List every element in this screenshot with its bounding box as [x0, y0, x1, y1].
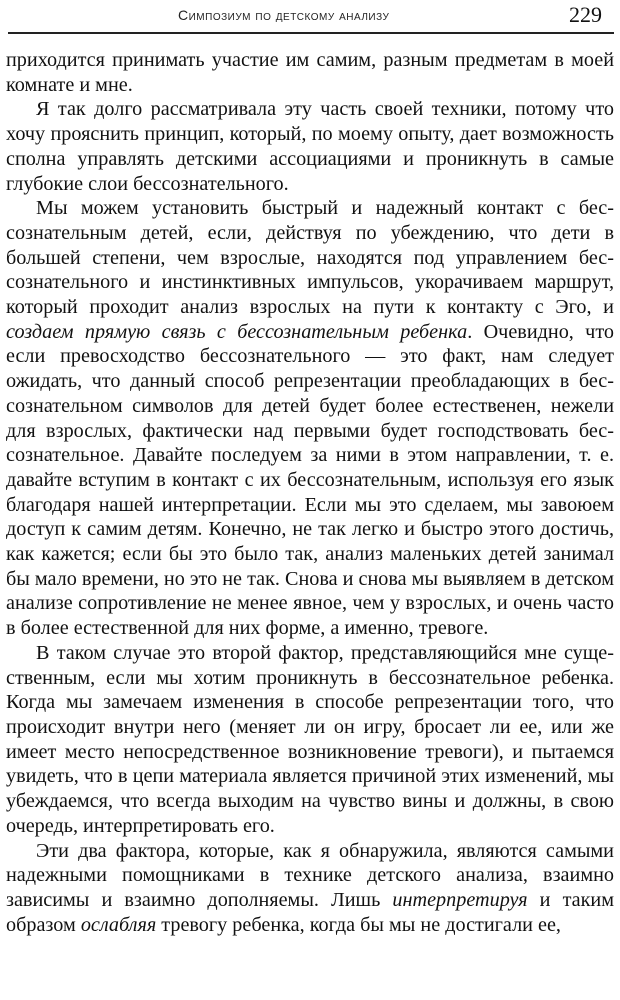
text-run: тревогу ребенка, когда бы мы не достигали ее,: [156, 913, 561, 936]
paragraph: [6, 839, 614, 938]
text-run: Я так долго рассматривала эту часть своей техники, потому что хочу прояснить принцип, который, по моему опыту, дает возможность сполна управлять детскими ассоциациями и проникнуть в самые глубокие слои бессознательного.: [6, 98, 614, 195]
text-run: В таком случае это второй фактор, представляющийся мне существенным, если мы хотим проникнуть в бессознательное ребенка. Когда мы замечаем изменения в способе репрезентации того, что происходит внутри него (меняет ли он игру, бросает ли ее, или же имеет место непосредственное возникновение тревоги), и пытаемся увидеть, что в цепи материала является причиной этих изменений, мы убеждаемся, что всегда выходим на чувство вины и должны, в свою очередь, интерпретировать его.: [6, 641, 614, 837]
text-run: Эти два фактора, которые, как я обнаружила, являются самыми надежными помощниками в технике детского анализа, взаимно зависимы и взаимно дополняемы. Лишь: [6, 839, 614, 911]
italic-text: создаем прямую связь с бессознательным ребенка: [6, 320, 468, 343]
text-run: Мы можем установить быстрый и надежный контакт с бессознательным детей, если, действуя по убеждению, что дети в большей степени, чем взрослые, находятся под управлением бессознательного и инстинктивных импульсов, укорачиваем маршрут, который проходит анализ взрослых на пути к контакту с Эго, и: [6, 197, 614, 319]
page-header: [0, 0, 620, 34]
page-number: 229: [569, 2, 602, 27]
text-run: . Очевидно, что если превосходство бессознательного — это факт, нам следует ожидать, что данный способ репрезентации преобладающих в бессознательном символов для детей будет более естественен, нежели для взрослых, фактически над первыми будет господствовать бессознательное. Давайте последуем за ними в этом направлении, т. е. давайте вступим в контакт с их бессознательным, используя его язык благодаря нашей интерпретации. Если мы это сделаем, мы завоюем доступ к самим детям. Конечно, не так легко и быстро этого достичь, как кажется; если бы это было так, анализ маленьких детей занимал бы мало времени, но это не так. Снова и снова мы выявляем в детском анализе сопротивление не менее явное, чем у взрослых, и очень часто в более естественной для них форме, а именно, тревоге.: [6, 320, 614, 640]
text-run: и таким образом: [6, 888, 615, 936]
paragraph: [6, 641, 614, 839]
text-run: приходится принимать участие им самим, разным предметам в моей комнате и мне.: [6, 49, 614, 96]
italic-text: ослабляя: [80, 913, 157, 936]
italic-text: интерпретируя: [392, 888, 528, 911]
header-rule: [8, 32, 614, 34]
paragraph: [6, 196, 614, 641]
paragraph: [6, 48, 614, 97]
paragraph: [6, 97, 614, 196]
body-text: [6, 48, 614, 937]
running-title: Симпозиум по детскому анализу: [178, 7, 390, 23]
